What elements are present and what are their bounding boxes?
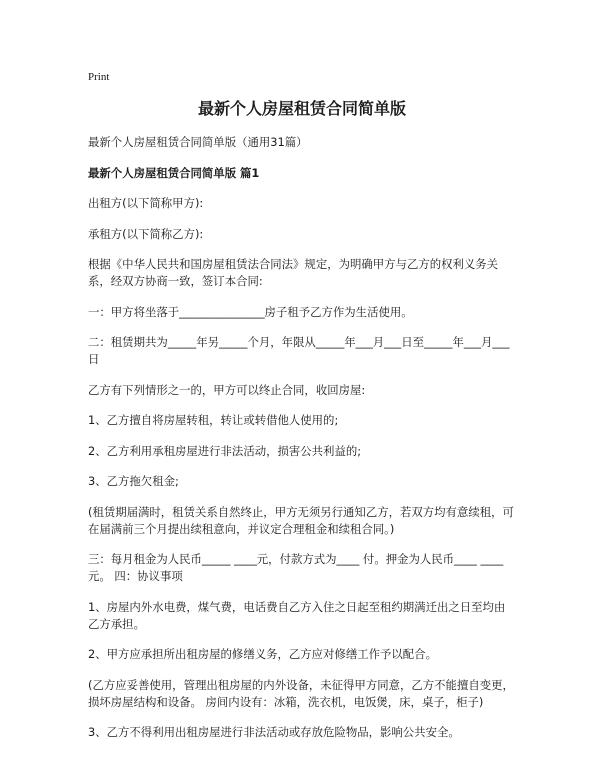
section-heading: 最新个人房屋租赁合同简单版 篇1 [88,165,260,180]
paragraph-agreement-3: 3、乙方不得利用出租房屋进行非法活动或存放危险物品，影响公共安全。 [88,725,460,739]
paragraph-clause-3: 三：每月租金为人民币_____ ____元，付款方式为____ 付。押金为人民币____ ____元。 四：协议事项 [88,552,504,583]
print-label: Print [88,71,110,83]
paragraph-renewal-note: (租赁期届满时，租赁关系自然终止，甲方无须另行通知乙方，若双方均有意续租，可在届满前三个月提出续租意向，并议定合理租金和续租合同。) [88,504,514,536]
paragraph-lessor: 出租方(以下简称甲方): [88,196,204,210]
paragraph-termination-intro: 乙方有下列情形之一的，甲方可以终止合同，收回房屋: [88,382,366,397]
paragraph-lessee: 承租方(以下简称乙方): [88,226,204,241]
paragraph-termination-1: 1、乙方擅自将房屋转租，转让或转借他人使用的; [88,413,339,427]
paragraph-clause-1: 一：甲方将坐落于_______________房子租予乙方作为生活使用。 [88,304,413,319]
paragraph-termination-3: 3、乙方拖欠租金; [88,474,179,488]
paragraph-agreement-1: 1、房屋内外水电费，煤气费，电话费自乙方入住之日起至租约期满迁出之日至均由乙方承担。 [88,599,506,631]
document-subtitle: 最新个人房屋租赁合同简单版（通用31篇） [88,135,308,149]
paragraph-preamble: 根据《中华人民共和国房屋租赁法合同法》规定，为明确甲方与乙方的权利义务关系，经双方协商一致，签订本合同: [88,257,499,288]
paragraph-clause-2: 二：租赁期共为_____年另_____个月，年限从_____年___月___日至_____年___月___日 [88,335,510,366]
document-title: 最新个人房屋租赁合同简单版 [197,99,406,118]
paragraph-termination-2: 2、乙方利用承租房屋进行非法活动，损害公共利益的; [88,443,362,458]
paragraph-agreement-2: 2、甲方应承担所出租房屋的修缮义务，乙方应对修缮工作予以配合。 [88,647,437,661]
paragraph-equipment-note: (乙方应妥善使用，管理出租房屋的内外设备，未征得甲方同意，乙方不能擅自变更，损坏房屋结构和设备。 房间内设有：冰箱，洗衣机，电饭煲，床，桌子，柜子) [88,677,514,709]
